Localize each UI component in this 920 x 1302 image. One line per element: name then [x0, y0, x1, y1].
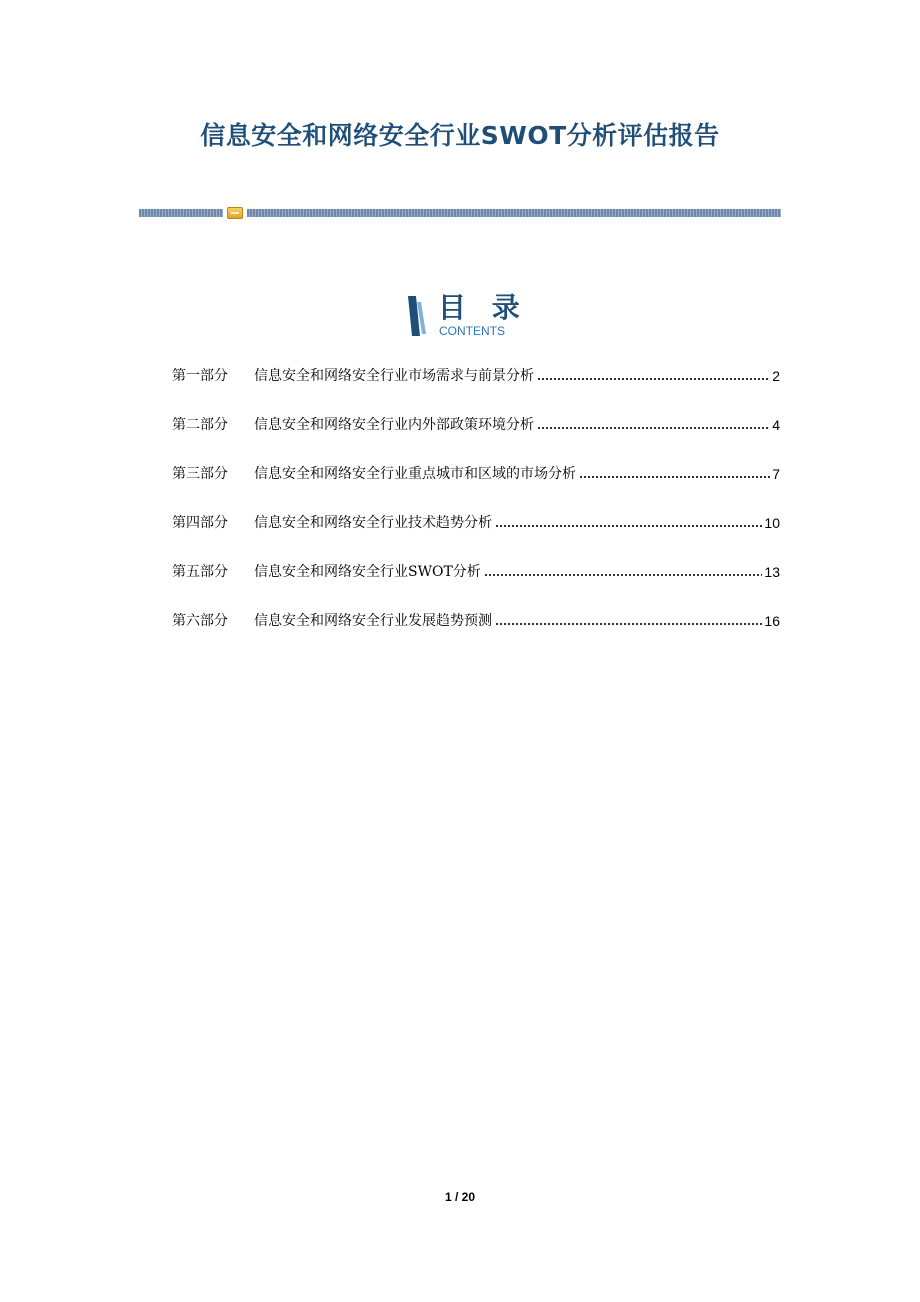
toc-entry-part: 第三部分 — [172, 466, 228, 482]
toc-entry-text: 信息安全和网络安全行业SWOT分析 — [254, 564, 481, 580]
toc-entry[interactable] — [172, 512, 780, 561]
document-title: 信息安全和网络安全行业SWOT分析评估报告 — [200, 121, 720, 150]
toc-entry-leader — [484, 561, 763, 577]
toc-entry-page: 4 — [772, 417, 780, 433]
divider-badge-icon — [227, 207, 243, 219]
toc-entry-part: 第六部分 — [172, 613, 228, 629]
toc-entry[interactable] — [172, 414, 780, 463]
toc-entry-part: 第一部分 — [172, 368, 228, 384]
toc-header — [406, 292, 526, 340]
toc-entry-page: 2 — [772, 368, 780, 384]
toc-entry-leader — [495, 610, 762, 626]
toc-entry-leader — [579, 463, 770, 479]
toc-entry-page: 13 — [764, 564, 780, 580]
toc-entry[interactable] — [172, 365, 780, 414]
toc-entry-page: 7 — [772, 466, 780, 482]
toc-entry-part: 第五部分 — [172, 564, 228, 580]
toc-entry-page: 10 — [764, 515, 780, 531]
toc-entry-leader — [537, 414, 770, 430]
toc-entry-text: 信息安全和网络安全行业内外部政策环境分析 — [254, 417, 534, 433]
toc-entry[interactable] — [172, 610, 780, 659]
title-divider-left — [139, 209, 223, 217]
toc-entry[interactable] — [172, 463, 780, 512]
toc-list — [172, 365, 780, 659]
toc-subtitle: CONTENTS — [439, 324, 505, 338]
toc-entry-page: 16 — [764, 613, 780, 629]
toc-title: 目 录 — [438, 291, 528, 324]
toc-entry-text: 信息安全和网络安全行业发展趋势预测 — [254, 613, 492, 629]
toc-entry-part: 第四部分 — [172, 515, 228, 531]
toc-entry-leader — [495, 512, 762, 528]
toc-logo-icon — [406, 296, 428, 336]
toc-entry-text: 信息安全和网络安全行业市场需求与前景分析 — [254, 368, 534, 384]
toc-entry-part: 第二部分 — [172, 417, 228, 433]
toc-entry[interactable] — [172, 561, 780, 610]
title-divider-right — [247, 209, 781, 217]
toc-entry-text: 信息安全和网络安全行业重点城市和区域的市场分析 — [254, 466, 576, 482]
toc-entry-leader — [537, 365, 770, 381]
toc-entry-text: 信息安全和网络安全行业技术趋势分析 — [254, 515, 492, 531]
page-number: 1 / 20 — [444, 1190, 476, 1204]
